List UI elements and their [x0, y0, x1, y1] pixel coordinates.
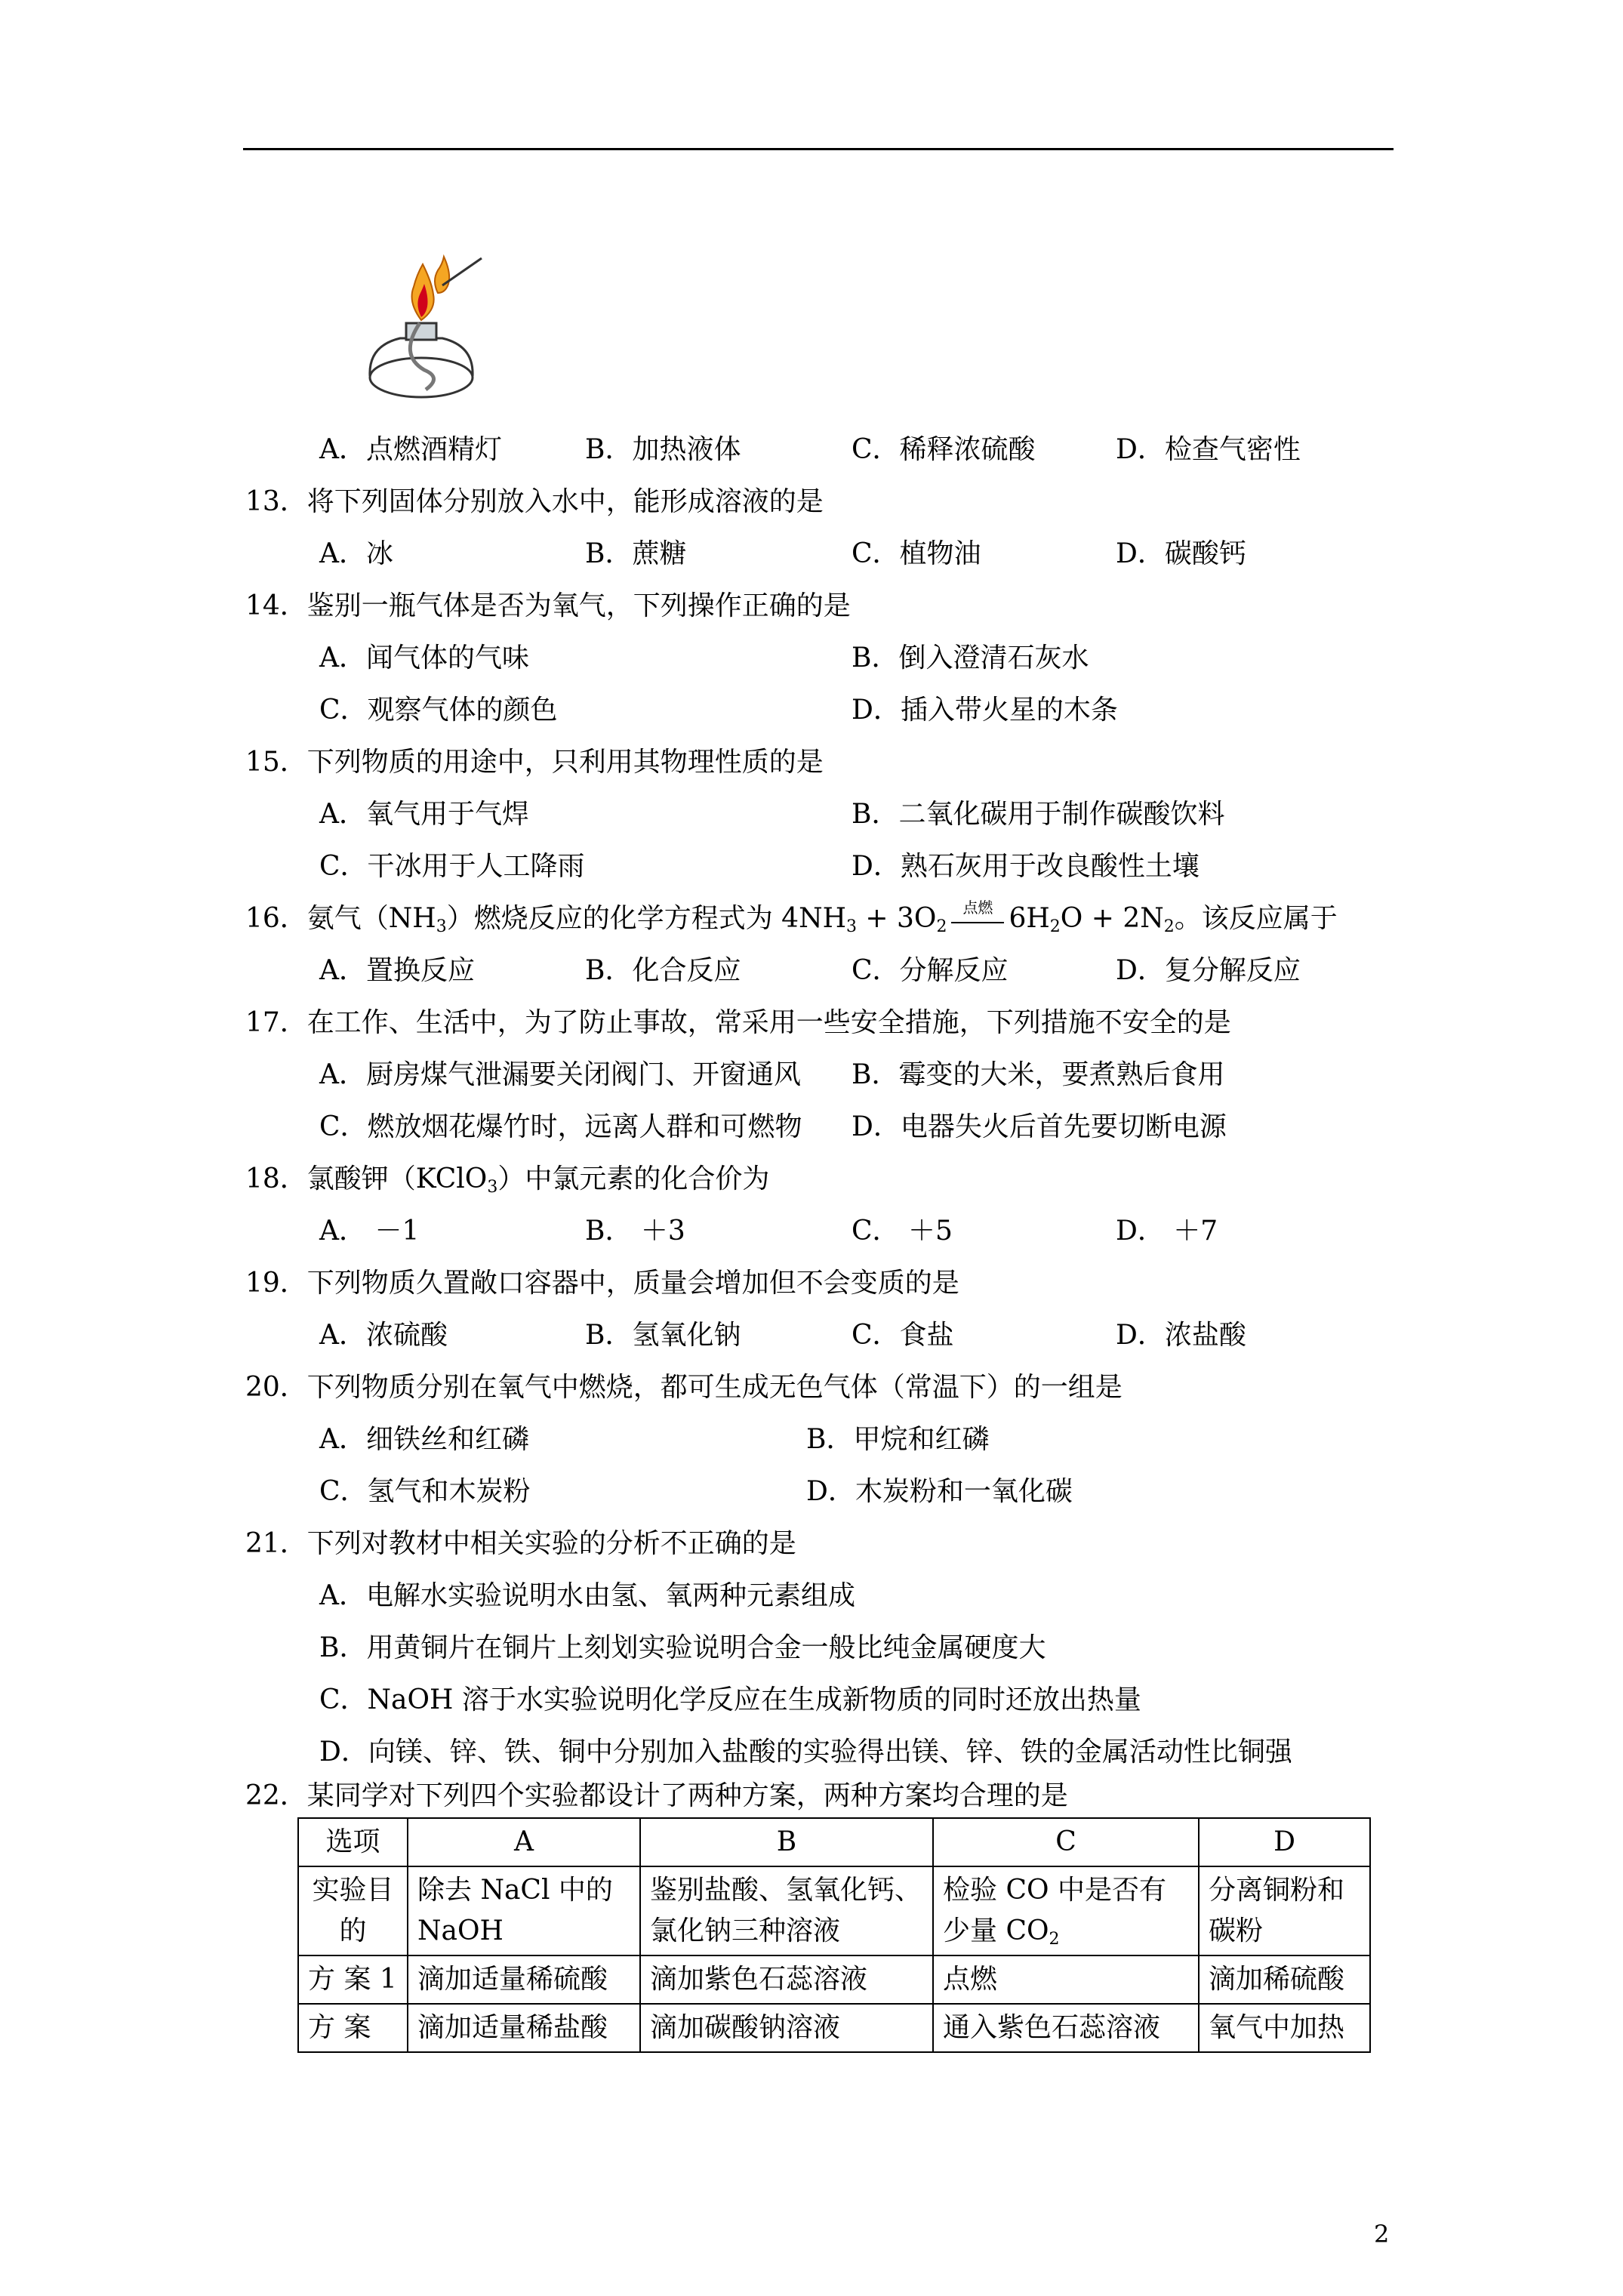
q17-option-b: B．霉变的大米，要煮熟后食用	[852, 1059, 1225, 1090]
table-cell: 滴加适量稀硫酸	[408, 1955, 640, 2004]
q17-option-a: A．厨房煤气泄漏要关闭阀门、开窗通风	[319, 1059, 801, 1090]
q16-stem: 16．氨气$(NH_3)$燃烧反应的化学方程式为 $4NH_3 + 3O_2$ 点燃 $6H_2O + 2N_2$。该反应属于	[245, 898, 1338, 936]
q18-stem: 18．氯酸钾（KClO$_3$）中氯元素的化合价为	[245, 1163, 770, 1197]
q20-option-c: C．氢气和木炭粉	[319, 1476, 531, 1507]
q15-option-b: B．二氧化碳用于制作碳酸饮料	[852, 799, 1225, 830]
row-label: 实验目的	[298, 1866, 408, 1955]
header-cell: 选项	[298, 1818, 408, 1866]
q15-option-a: A．氧气用于气焊	[319, 799, 529, 830]
q13-option-d: D．碳酸钙	[1116, 538, 1246, 569]
table-cell: 滴加适量稀盐酸	[408, 2004, 640, 2052]
q22-table	[297, 1817, 1371, 2053]
table-cell: 滴加紫色石蕊溶液	[640, 1955, 933, 2004]
reaction-arrow	[950, 898, 1006, 935]
q16-option-c: C．分解反应	[852, 955, 1009, 986]
table-row-purpose	[298, 1866, 1370, 1955]
table-cell: 除去 NaCl 中的 NaOH	[408, 1866, 640, 1955]
q13-stem: 13．将下列固体分别放入水中，能形成溶液的是	[245, 486, 824, 517]
q20-stem: 20．下列物质分别在氧气中燃烧，都可生成无色气体（常温下）的一组是	[245, 1372, 1123, 1403]
table-cell: 点燃	[933, 1955, 1199, 2004]
q19-option-a: A．浓硫酸	[319, 1320, 448, 1351]
q18-option-d: D． ＋7	[1116, 1216, 1218, 1247]
q20-option-b: B．甲烷和红磷	[806, 1424, 990, 1455]
q18-option-b: B． ＋3	[585, 1216, 685, 1247]
row-label: 方 案 1	[298, 1955, 408, 2004]
q16-option-d: D．复分解反应	[1116, 955, 1301, 986]
table-cell: 通入紫色石蕊溶液	[933, 2004, 1199, 2052]
q21-stem: 21．下列对教材中相关实验的分析不正确的是	[245, 1528, 796, 1559]
q21-option-b: B．用黄铜片在铜片上刻划实验说明合金一般比纯金属硬度大	[319, 1632, 1046, 1663]
q19-option-b: B．氢氧化钠	[585, 1320, 741, 1351]
q14-option-c: C．观察气体的颜色	[319, 695, 558, 726]
q14-option-b: B．倒入澄清石灰水	[852, 643, 1089, 673]
table-cell: 检验 CO 中是否有少量 $CO_2$	[933, 1866, 1199, 1955]
q16-option-b: B．化合反应	[585, 955, 741, 986]
q17-stem: 17．在工作、生活中，为了防止事故，常采用一些安全措施，下列措施不安全的是	[245, 1007, 1231, 1038]
table-cell: 滴加碳酸钠溶液	[640, 2004, 933, 2052]
alcohol-lamp-lighting-image	[353, 242, 489, 408]
q18-option-a: A． －1	[319, 1216, 420, 1247]
q18-option-c: C． ＋5	[852, 1216, 953, 1247]
table-cell: 滴加稀硫酸	[1199, 1955, 1370, 2004]
table-row-plan2	[298, 2004, 1370, 2052]
table-cell: 分离铜粉和碳粉	[1199, 1866, 1370, 1955]
q17-option-d: D．电器失火后首先要切断电源	[852, 1111, 1227, 1142]
page-number: 2	[1374, 2220, 1390, 2248]
q15-option-d: D．熟石灰用于改良酸性土壤	[852, 851, 1200, 882]
q19-option-c: C．食盐	[852, 1320, 954, 1351]
table-cell: 氧气中加热	[1199, 2004, 1370, 2052]
q13-option-a: A．冰	[319, 538, 393, 569]
q14-option-d: D．插入带火星的木条	[852, 695, 1118, 726]
q14-stem: 14．鉴别一瓶气体是否为氧气，下列操作正确的是	[245, 590, 851, 621]
q21-option-a: A．电解水实验说明水由氢、氧两种元素组成	[319, 1580, 855, 1611]
q16-option-a: A．置换反应	[319, 955, 475, 986]
header-cell: A	[408, 1818, 640, 1866]
table-cell: 鉴别盐酸、氢氧化钙、氯化钠三种溶液	[640, 1866, 933, 1955]
q20-option-a: A．细铁丝和红磷	[319, 1424, 529, 1455]
q12-option-d: D．检查气密性	[1116, 434, 1301, 465]
table-row-plan1	[298, 1955, 1370, 2004]
q17-option-c: C．燃放烟花爆竹时，远离人群和可燃物	[319, 1111, 802, 1142]
header-rule	[243, 148, 1394, 150]
q13-option-c: C．植物油	[852, 538, 981, 569]
q12-option-b: B．加热液体	[585, 434, 741, 465]
header-cell: B	[640, 1818, 933, 1866]
table-header-row	[298, 1818, 1370, 1866]
q20-option-d: D．木炭粉和一氧化碳	[806, 1476, 1073, 1507]
q12-option-c: C．稀释浓硫酸	[852, 434, 1036, 465]
reaction-condition: 点燃	[962, 898, 993, 917]
q13-option-b: B．蔗糖	[585, 538, 687, 569]
q21-option-d: D．向镁、锌、铁、铜中分别加入盐酸的实验得出镁、锌、铁的金属活动性比铜强	[319, 1737, 1292, 1767]
q15-stem: 15．下列物质的用途中，只利用其物理性质的是	[245, 747, 824, 778]
header-cell: C	[933, 1818, 1199, 1866]
q15-option-c: C．干冰用于人工降雨	[319, 851, 585, 882]
header-cell: D	[1199, 1818, 1370, 1866]
q19-option-d: D．浓盐酸	[1116, 1320, 1246, 1351]
q19-stem: 19．下列物质久置敞口容器中，质量会增加但不会变质的是	[245, 1268, 959, 1299]
row-label: 方 案	[298, 2004, 408, 2052]
q12-option-a: A．点燃酒精灯	[319, 434, 502, 465]
q14-option-a: A．闻气体的气味	[319, 643, 529, 673]
q22-stem: 22．某同学对下列四个实验都设计了两种方案，两种方案均合理的是	[245, 1780, 1068, 1811]
q21-option-c: C．NaOH 溶于水实验说明化学反应在生成新物质的同时还放出热量	[319, 1684, 1141, 1715]
